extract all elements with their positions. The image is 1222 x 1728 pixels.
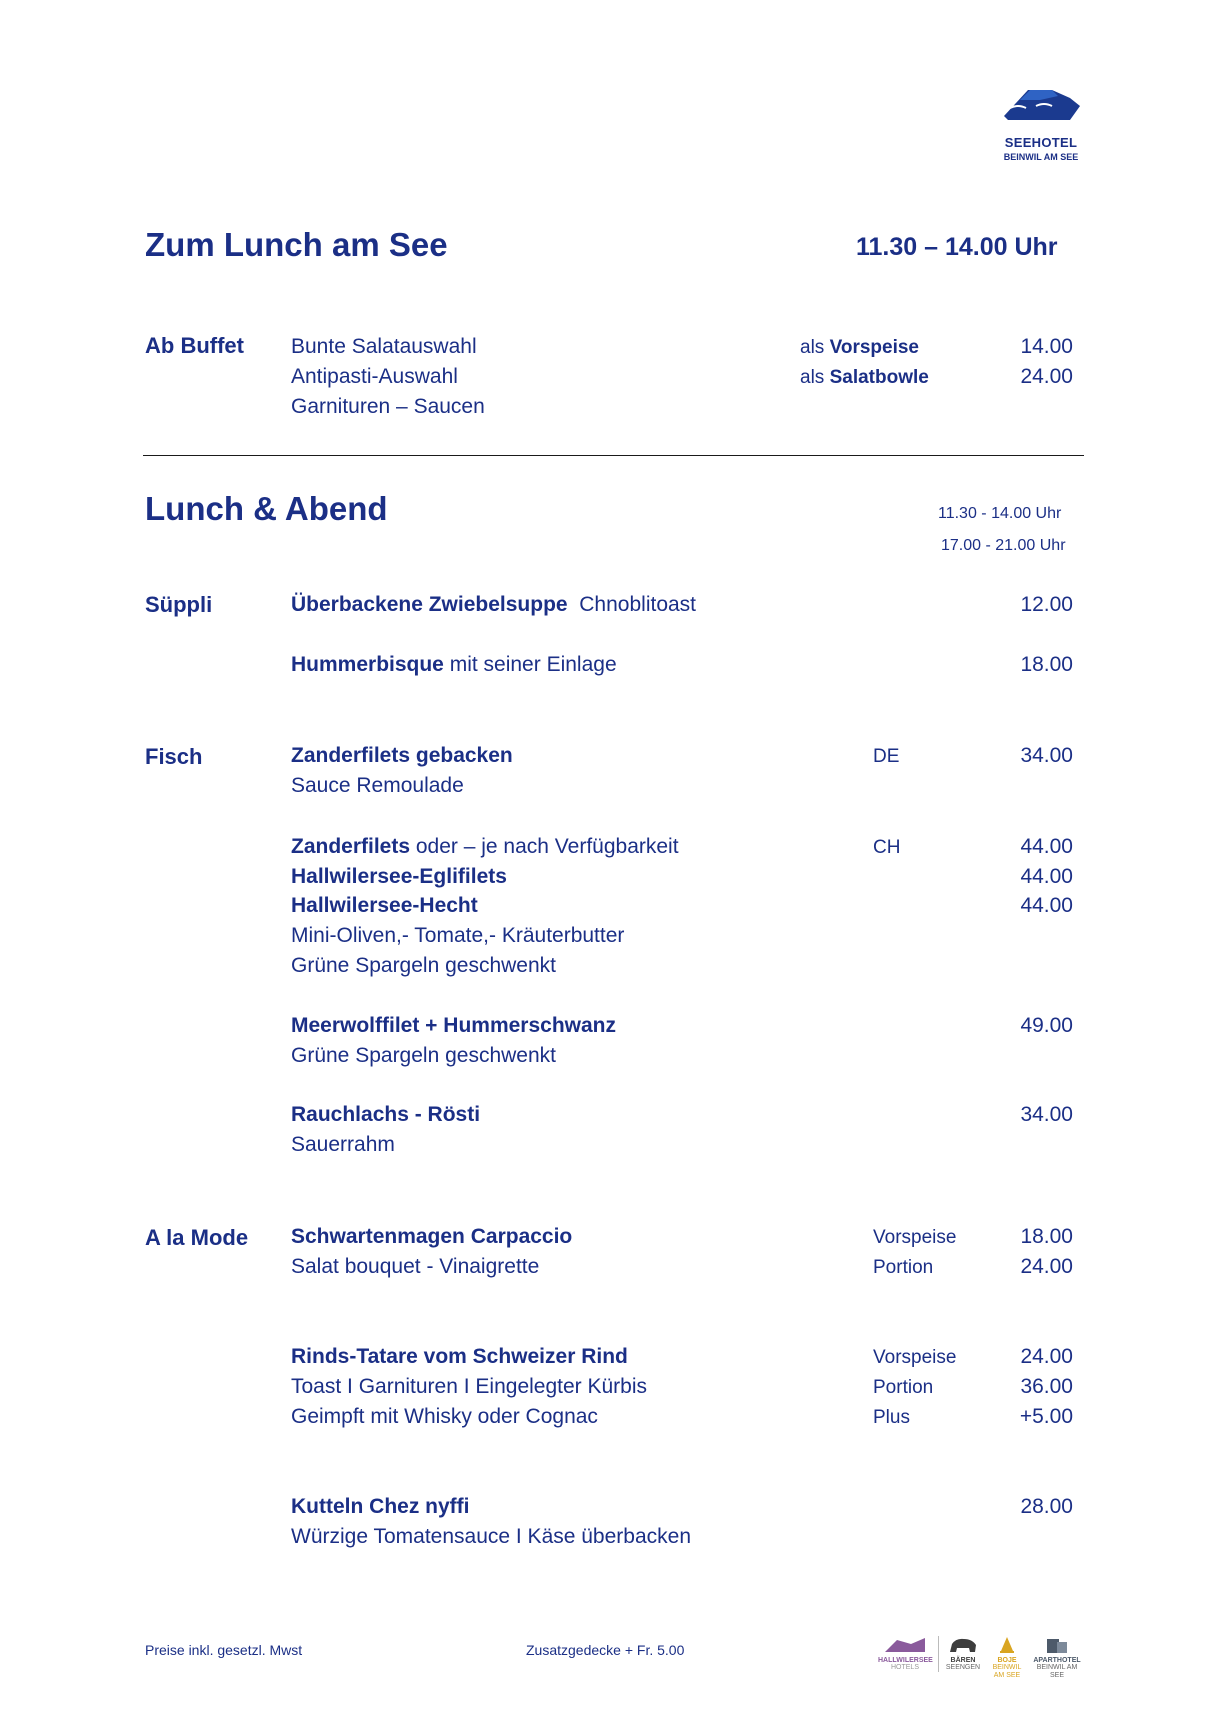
- price: 24.00: [1020, 365, 1073, 388]
- section-title-lunch-see: Zum Lunch am See: [145, 226, 448, 263]
- portion-label: Portion: [873, 1377, 934, 1398]
- portion-label: Plus: [873, 1407, 910, 1428]
- price: 49.00: [1020, 1014, 1073, 1037]
- partner-sub: BEINWIL AM SEE: [992, 1664, 1022, 1680]
- origin-label: CH: [873, 837, 901, 858]
- category-a-la-mode: A la Mode: [145, 1225, 249, 1250]
- partner-logo-boje: [987, 1636, 1027, 1680]
- menu-item-title: Zanderfilets oder – je nach Verfügbarkeit: [291, 835, 679, 858]
- partner-sub: HOTELS: [890, 1664, 919, 1672]
- menu-item-desc: Sauerrahm: [291, 1133, 395, 1156]
- price: 34.00: [1020, 1103, 1073, 1126]
- hallwilersee-icon: [883, 1636, 927, 1654]
- buffet-item: Bunte Salatauswahl: [291, 335, 477, 358]
- section-title-lunch-abend: Lunch & Abend: [145, 490, 388, 527]
- menu-item-title: Rauchlachs - Rösti: [291, 1103, 481, 1126]
- price: 44.00: [1020, 865, 1073, 888]
- menu-item-desc: Mini-Oliven,- Tomate,- Kräuterbutter: [291, 924, 625, 947]
- portion-label: Portion: [873, 1257, 934, 1278]
- buffet-option-vorspeise: als Vorspeise: [800, 337, 919, 358]
- menu-item-desc: Geimpft mit Whisky oder Cognac: [291, 1405, 598, 1428]
- portion-label: Vorspeise: [873, 1227, 957, 1248]
- portion-label: Vorspeise: [873, 1347, 957, 1368]
- seehotel-logo: [996, 86, 1086, 162]
- lunch-see-hours: 11.30 – 14.00 Uhr: [856, 233, 1058, 261]
- buffet-item: Antipasti-Auswahl: [291, 365, 458, 388]
- category-sueppli: Süppli: [145, 592, 213, 617]
- buffet-item: Garnituren – Saucen: [291, 395, 485, 418]
- price: 18.00: [1020, 1225, 1073, 1248]
- price: 24.00: [1020, 1345, 1073, 1368]
- footer-cover-charge: Zusatzgedecke + Fr. 5.00: [526, 1642, 685, 1658]
- price: 36.00: [1020, 1375, 1073, 1398]
- origin-label: DE: [873, 746, 900, 767]
- partner-name: HALLWILERSEE: [878, 1656, 933, 1664]
- menu-item-title: Hallwilersee-Eglifilets: [291, 865, 507, 888]
- buffet-option-salatbowle: als Salatbowle: [800, 367, 929, 388]
- price: 24.00: [1020, 1255, 1073, 1278]
- partner-name: BÄREN: [950, 1656, 976, 1664]
- price: 44.00: [1020, 835, 1073, 858]
- bear-icon: [948, 1636, 978, 1654]
- menu-item-title: Zanderfilets gebacken: [291, 744, 513, 767]
- price: 44.00: [1020, 894, 1073, 917]
- partner-logos: [878, 1636, 1082, 1680]
- price: 34.00: [1020, 744, 1073, 767]
- partner-logo-hallwilersee: [878, 1636, 932, 1672]
- menu-item-zwiebelsuppe: Überbackene Zwiebelsuppe Chnoblitoast: [291, 593, 697, 616]
- menu-item-title: Schwartenmagen Carpaccio: [291, 1225, 573, 1248]
- lunch-abend-hours-2: 17.00 - 21.00 Uhr: [941, 537, 1066, 554]
- divider: [143, 455, 1084, 456]
- menu-item-title: Rinds-Tatare vom Schweizer Rind: [291, 1345, 628, 1368]
- footer-vat-note: Preise inkl. gesetzl. Mwst: [145, 1642, 303, 1658]
- price: 12.00: [1020, 593, 1073, 616]
- lunch-abend-hours-1: 11.30 - 14.00 Uhr: [938, 505, 1062, 522]
- menu-item-desc: Toast I Garnituren I Eingelegter Kürbis: [291, 1375, 648, 1398]
- partner-logo-baeren: [945, 1636, 981, 1672]
- logo-subtitle: BEINWIL AM SEE: [1003, 152, 1079, 162]
- building-icon: [1043, 1636, 1071, 1654]
- price: +5.00: [1019, 1405, 1073, 1428]
- menu-item-desc: Sauce Remoulade: [291, 774, 464, 797]
- category-ab-buffet: Ab Buffet: [145, 333, 244, 358]
- lake-mountain-icon: [1000, 86, 1082, 124]
- category-fisch: Fisch: [145, 744, 203, 769]
- menu-item-desc: Salat bouquet - Vinaigrette: [291, 1255, 540, 1278]
- price: 14.00: [1020, 335, 1073, 358]
- partner-name: APARTHOTEL: [1033, 1656, 1081, 1664]
- menu-item-desc: Würzige Tomatensauce I Käse überbacken: [291, 1525, 692, 1548]
- logo-name: SEEHOTEL: [1004, 135, 1078, 150]
- buoy-icon: [997, 1636, 1017, 1654]
- menu-item-desc: Grüne Spargeln geschwenkt: [291, 1044, 556, 1067]
- menu-item-title: Kutteln Chez nyffi: [291, 1495, 470, 1518]
- divider: [938, 1636, 939, 1672]
- menu-item-desc: Grüne Spargeln geschwenkt: [291, 954, 556, 977]
- menu-item-title: Hallwilersee-Hecht: [291, 894, 478, 917]
- price: 18.00: [1020, 653, 1073, 676]
- partner-name: BOJE: [997, 1656, 1017, 1664]
- price: 28.00: [1020, 1495, 1073, 1518]
- menu-item-title: Meerwolffilet + Hummerschwanz: [291, 1014, 616, 1037]
- menu-item-hummerbisque: Hummerbisque mit seiner Einlage: [291, 653, 617, 676]
- partner-sub: SEENGEN: [945, 1664, 981, 1672]
- partner-logo-aparthotel: [1033, 1636, 1081, 1680]
- partner-sub: BEINWIL AM SEE: [1036, 1664, 1078, 1680]
